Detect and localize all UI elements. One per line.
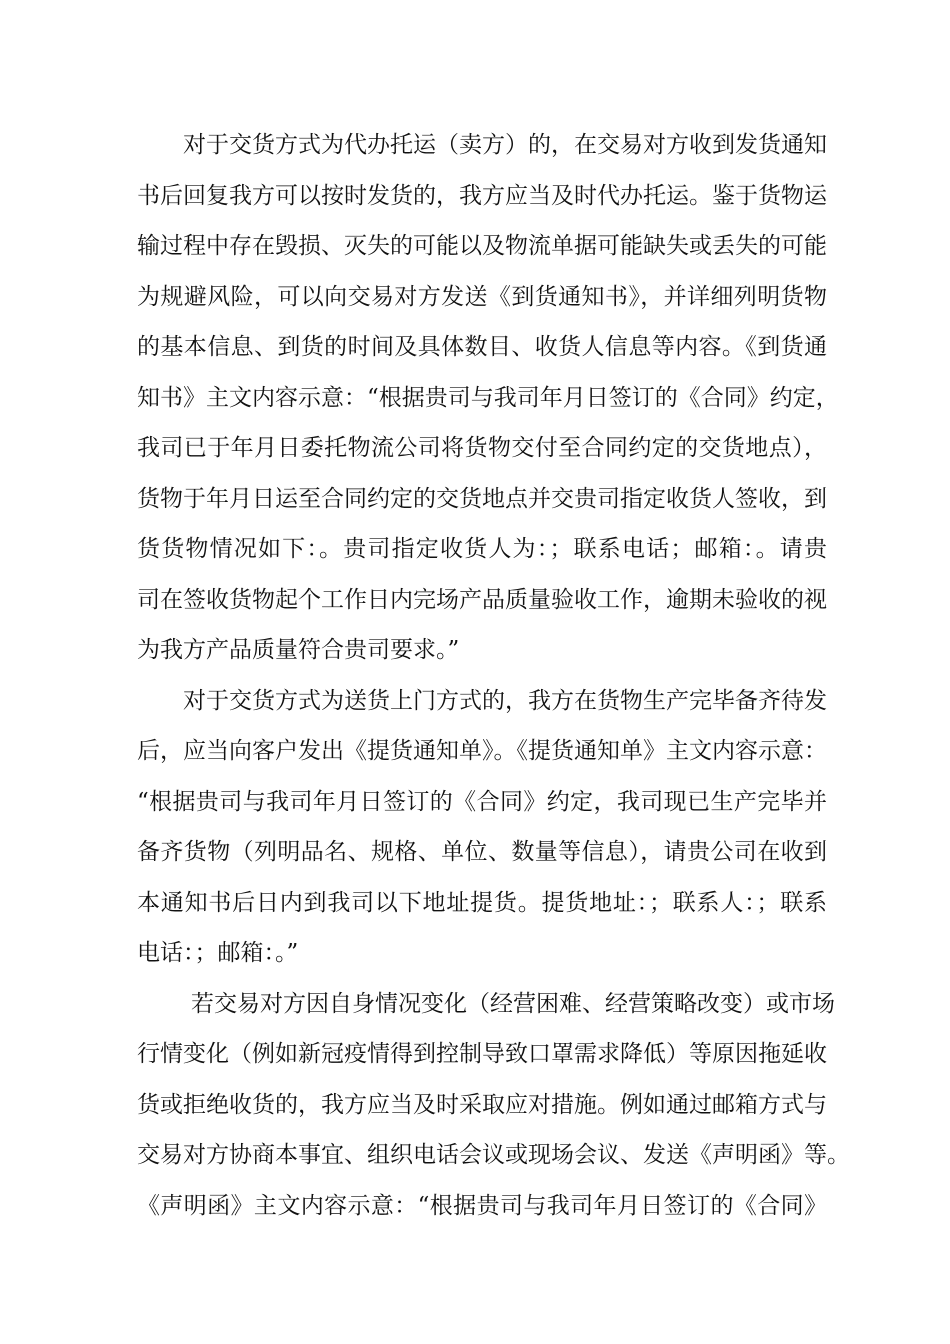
text-line: “根据贵司与我司年月日签订的《合同》约定，我司现已生产完毕并 [137, 788, 827, 815]
text-line: 书后回复我方可以按时发货的，我方应当及时代办托运。鉴于货物运 [137, 182, 827, 209]
text-line: 为规避风险，可以向交易对方发送《到货通知书》，并详细列明货物 [137, 283, 827, 310]
paragraph-consignment-delivery [137, 120, 839, 676]
text-line: 交易对方协商本事宜、组织电话会议或现场会议、发送《声明函》等。 [137, 1142, 850, 1168]
text-line: 我司已于年月日委托物流公司将货物交付至合同约定的交货地点）， [137, 435, 827, 461]
text-line: 货物于年月日运至合同约定的交货地点并交贵司指定收货人签收，到 [137, 485, 827, 512]
text-line: 行情变化（例如新冠疫情得到控制导致口罩需求降低）等原因拖延收 [137, 1041, 827, 1067]
text-line: 电话：；邮箱：。” [137, 940, 299, 966]
text-line: 备齐货物（列明品名、规格、单位、数量等信息），请贵公司在收到 [137, 839, 827, 865]
text-line: 司在签收货物起个工作日内完场产品质量验收工作，逾期未验收的视 [137, 586, 827, 613]
text-line: 本通知书后日内到我司以下地址提货。提货地址：；联系人：；联系 [137, 889, 827, 916]
text-line: 对于交货方式为送货上门方式的，我方在货物生产完毕备齐待发 [183, 687, 827, 714]
text-line: 对于交货方式为代办托运（卖方）的，在交易对方收到发货通知 [183, 132, 827, 158]
text-line: 后，应当向客户发出《提货通知单》。《提货通知单》主文内容示意： [137, 738, 827, 764]
text-line: 《声明函》主文内容示意：“根据贵司与我司年月日签订的《合同》 [137, 1192, 827, 1219]
document-body [137, 120, 850, 1231]
text-line: 输过程中存在毁损、灭失的可能以及物流单据可能缺失或丢失的可能 [137, 233, 827, 259]
text-line: 若交易对方因自身情况变化（经营困难、经营策略改变）或市场 [191, 990, 835, 1017]
text-line: 货货物情况如下：。贵司指定收货人为：；联系电话；邮箱：。请贵 [137, 536, 827, 562]
text-line: 知书》主文内容示意：“根据贵司与我司年月日签订的《合同》约定， [137, 384, 839, 411]
text-line: 为我方产品质量符合贵司要求。” [137, 637, 460, 663]
text-line: 货或拒绝收货的，我方应当及时采取应对措施。例如通过邮箱方式与 [137, 1091, 827, 1118]
paragraph-delayed-acceptance [137, 979, 850, 1232]
text-line: 的基本信息、到货的时间及具体数目、收货人信息等内容。《到货通 [137, 334, 827, 360]
paragraph-door-delivery [137, 676, 827, 979]
